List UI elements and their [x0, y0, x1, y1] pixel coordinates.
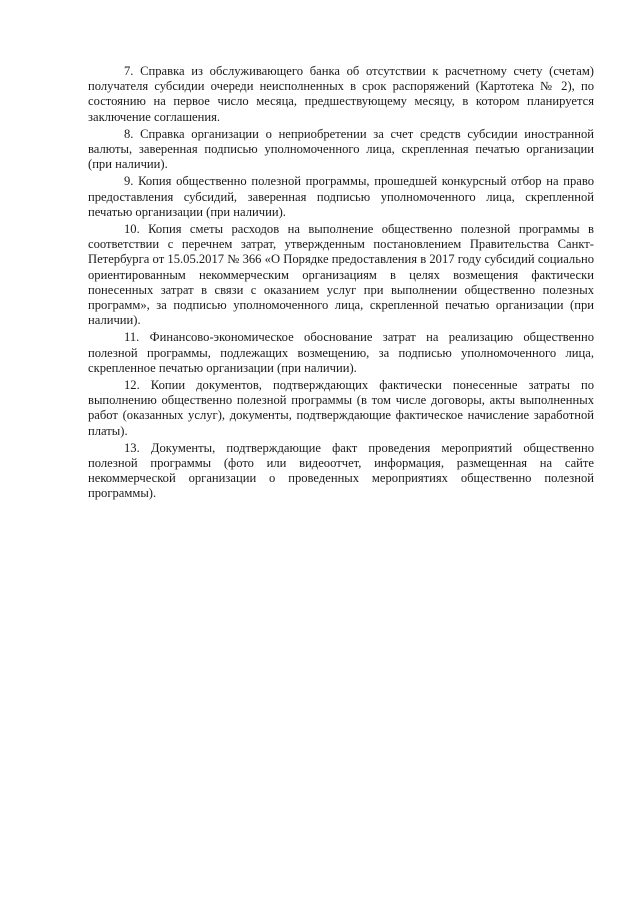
- paragraph-10: 10. Копия сметы расходов на выполнение общественно полезной программы в соответствии с перечнем затрат, утвержденным постановлением Правительства Санкт-Петербурга от 15.05.2017 № 366 «О Порядке предоставления в 2017 году субсидий социально ориентированным некоммерческим организациям в целях возмещения фактически понесенных затрат в связи с оказанием услуг при выполнении общественно полезных программ», за подписью уполномоченного лица, скрепленной печатью организации (при наличии).: [88, 222, 594, 328]
- paragraph-11: 11. Финансово-экономическое обоснование затрат на реализацию общественно полезной программы, подлежащих возмещению, за подписью уполномоченного лица, скрепленное печатью организации (при наличии).: [88, 330, 594, 375]
- paragraph-8: 8. Справка организации о неприобретении за счет средств субсидии иностранной валюты, заверенная подписью уполномоченного лица, скрепленная печатью организации (при наличии).: [88, 126, 594, 172]
- document-body: [88, 64, 594, 504]
- paragraph-7: 7. Справка из обслуживающего банка об отсутствии к расчетному счету (счетам) получателя субсидии очереди неисполненных в срок распоряжений (Картотека № 2), по состоянию на первое число месяца, предшествующему месяцу, в котором планируется заключение соглашения.: [88, 64, 594, 124]
- paragraph-12: 12. Копии документов, подтверждающих фактически понесенные затраты по выполнению общественно полезной программы (в том числе договоры, акты выполненных работ (оказанных услуг), документы, подтверждающие фактическое начисление заработной платы).: [88, 378, 594, 438]
- paragraph-9: 9. Копия общественно полезной программы, прошедшей конкурсный отбор на право предоставления субсидий, заверенная подписью уполномоченного лица, скрепленной печатью организации (при наличии).: [88, 174, 594, 219]
- paragraph-13: 13. Документы, подтверждающие факт проведения мероприятий общественно полезной программы (фото или видеоотчет, информация, размещенная на сайте некоммерческой организации о проведенных мероприятиях общественно полезной программы).: [88, 440, 594, 501]
